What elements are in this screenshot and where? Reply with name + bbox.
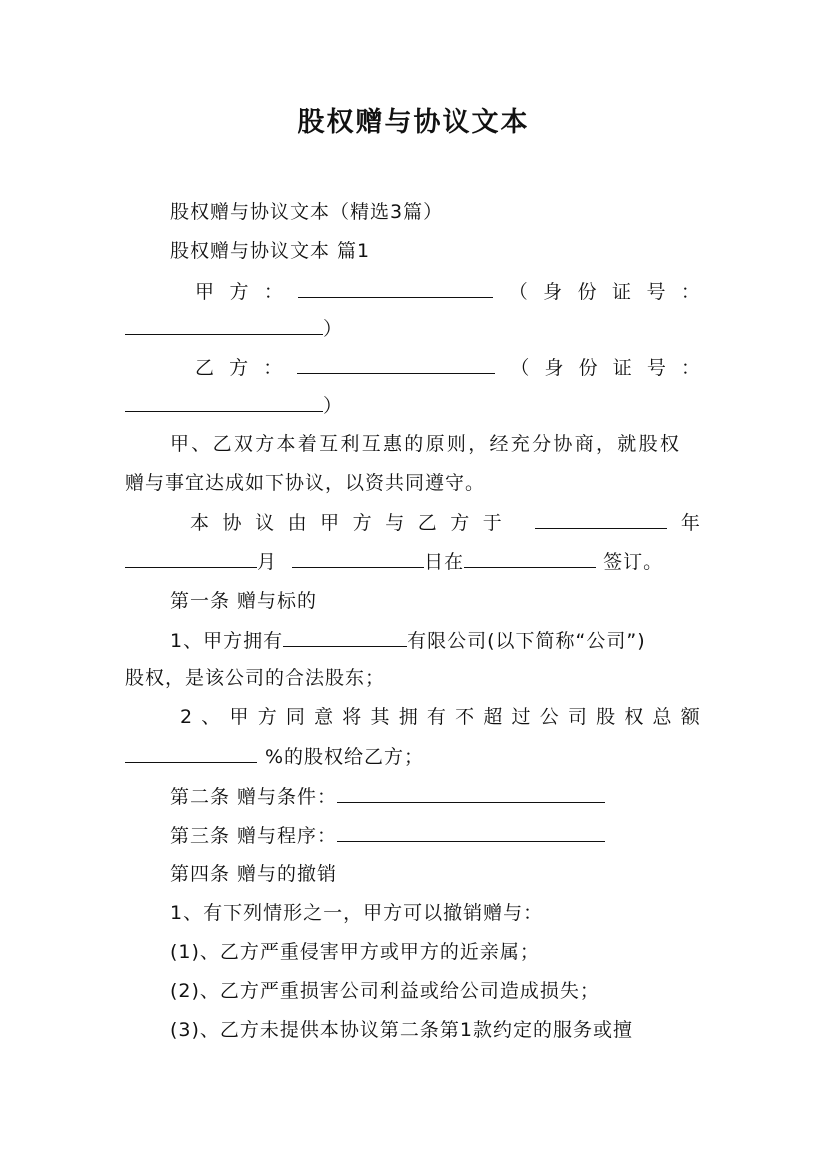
party-b-char: （ xyxy=(510,357,530,379)
article-1-item-1-line-2: 股权，是该公司的合法股东； xyxy=(125,667,386,689)
signing-char: 甲 xyxy=(320,512,340,534)
article-1-item-2 xyxy=(180,705,700,729)
item-2-char: 其 xyxy=(370,706,390,728)
month-blank xyxy=(125,549,257,568)
article-4-sub-2: (2)、乙方严重损害公司利益或给公司造成损失； xyxy=(170,980,600,1002)
year-blank xyxy=(535,510,667,529)
article-4-sub-1: (1)、乙方严重侵害甲方或甲方的近亲属； xyxy=(170,941,540,963)
percent-blank xyxy=(125,744,257,763)
party-a-char: 身 xyxy=(543,281,563,303)
document-title: 股权赠与协议文本 xyxy=(297,107,530,138)
article-4-sub-3: (3)、乙方未提供本协议第二条第1款约定的服务或擅 xyxy=(170,1019,634,1041)
item-2-char: 司 xyxy=(567,706,587,728)
party-a-char: ： xyxy=(263,281,283,303)
subtitle: 股权赠与协议文本（精选3篇） xyxy=(170,201,444,223)
article-2 xyxy=(170,784,605,809)
item-2-char: 股 xyxy=(596,706,616,728)
party-b-id-blank xyxy=(125,393,323,412)
article-2-blank xyxy=(337,784,605,803)
party-b-name-blank xyxy=(297,355,495,374)
party-a-char: ： xyxy=(680,281,700,303)
party-b-char: 证 xyxy=(612,357,632,379)
article-4-title: 第四条 赠与的撤销 xyxy=(170,863,338,885)
item-2-char: 、 xyxy=(201,706,221,728)
item-2-char: 过 xyxy=(511,706,531,728)
party-a-id-line xyxy=(125,316,343,341)
place-blank xyxy=(464,549,596,568)
item-2-char: 2 xyxy=(180,706,193,728)
party-a-char: 号 xyxy=(646,281,666,303)
party-b-char: 方 xyxy=(229,357,249,379)
party-b-id-line xyxy=(125,393,343,418)
day-at-label: 日在 xyxy=(424,551,465,573)
signing-line-1 xyxy=(190,510,700,535)
item-2-char: 有 xyxy=(426,706,446,728)
item-2-char: 额 xyxy=(680,706,700,728)
article-1-item-1-suffix: 有限公司(以下简称“公司”) xyxy=(407,630,646,652)
party-b-char: 号 xyxy=(646,357,666,379)
party-b-char: ： xyxy=(680,357,700,379)
article-3-blank xyxy=(337,823,605,842)
party-a-name-blank xyxy=(298,279,493,298)
item-2-char: 公 xyxy=(539,706,559,728)
item-2-char: 甲 xyxy=(229,706,249,728)
item-2-char: 意 xyxy=(314,706,334,728)
signing-char: 本 xyxy=(190,512,210,534)
party-a-id-blank xyxy=(125,316,323,335)
signing-char: 议 xyxy=(255,512,275,534)
item-2-char: 超 xyxy=(483,706,503,728)
party-b-line xyxy=(195,355,700,380)
article-4-item-1: 1、有下列情形之一，甲方可以撤销赠与： xyxy=(170,902,544,924)
article-3-label: 第三条 赠与程序： xyxy=(170,825,338,847)
section-heading: 股权赠与协议文本 篇1 xyxy=(170,240,371,262)
item-2-char: 将 xyxy=(342,706,362,728)
party-b-char: ： xyxy=(263,357,283,379)
party-b-char: 乙 xyxy=(195,357,215,379)
article-1-item-1-prefix: 1、甲方拥有 xyxy=(170,630,284,652)
signing-char: 方 xyxy=(450,512,470,534)
day-blank xyxy=(292,549,424,568)
month-label: 月 xyxy=(257,551,278,573)
signing-char: 于 xyxy=(482,512,502,534)
article-2-label: 第二条 赠与条件： xyxy=(170,786,338,808)
signing-char: 乙 xyxy=(417,512,437,534)
year-label: 年 xyxy=(680,512,700,534)
company-name-blank xyxy=(283,628,407,647)
signing-char: 方 xyxy=(352,512,372,534)
article-1-title: 第一条 赠与标的 xyxy=(170,590,318,612)
signing-char: 协 xyxy=(222,512,242,534)
article-3 xyxy=(170,823,605,848)
party-a-char: （ xyxy=(508,281,528,303)
item-2-char: 方 xyxy=(257,706,277,728)
item-2-char: 权 xyxy=(624,706,644,728)
signing-end-label: 签订。 xyxy=(603,551,664,573)
article-1-item-2-suffix: %的股权给乙方； xyxy=(265,746,425,768)
preamble-line-1: 甲、乙双方本着互利互惠的原则，经充分协商，就股权 xyxy=(170,433,682,455)
item-2-char: 同 xyxy=(285,706,305,728)
item-2-char: 拥 xyxy=(398,706,418,728)
signing-char: 由 xyxy=(287,512,307,534)
party-a-char: 证 xyxy=(612,281,632,303)
party-a-char: 方 xyxy=(229,281,249,303)
party-a-char: 份 xyxy=(577,281,597,303)
article-1-item-2-line-2 xyxy=(125,744,424,769)
item-2-char: 不 xyxy=(455,706,475,728)
party-b-char: 身 xyxy=(544,357,564,379)
item-2-char: 总 xyxy=(652,706,672,728)
signing-char: 与 xyxy=(385,512,405,534)
signing-line-2 xyxy=(125,549,663,574)
party-a-line xyxy=(195,279,700,304)
preamble-line-2: 赠与事宜达成如下协议，以资共同遵守。 xyxy=(125,472,486,494)
party-a-char: 甲 xyxy=(195,281,215,303)
party-b-char: 份 xyxy=(578,357,598,379)
party-b-close: ） xyxy=(323,395,344,417)
article-1-item-1 xyxy=(170,628,646,653)
party-a-close: ） xyxy=(323,318,344,340)
